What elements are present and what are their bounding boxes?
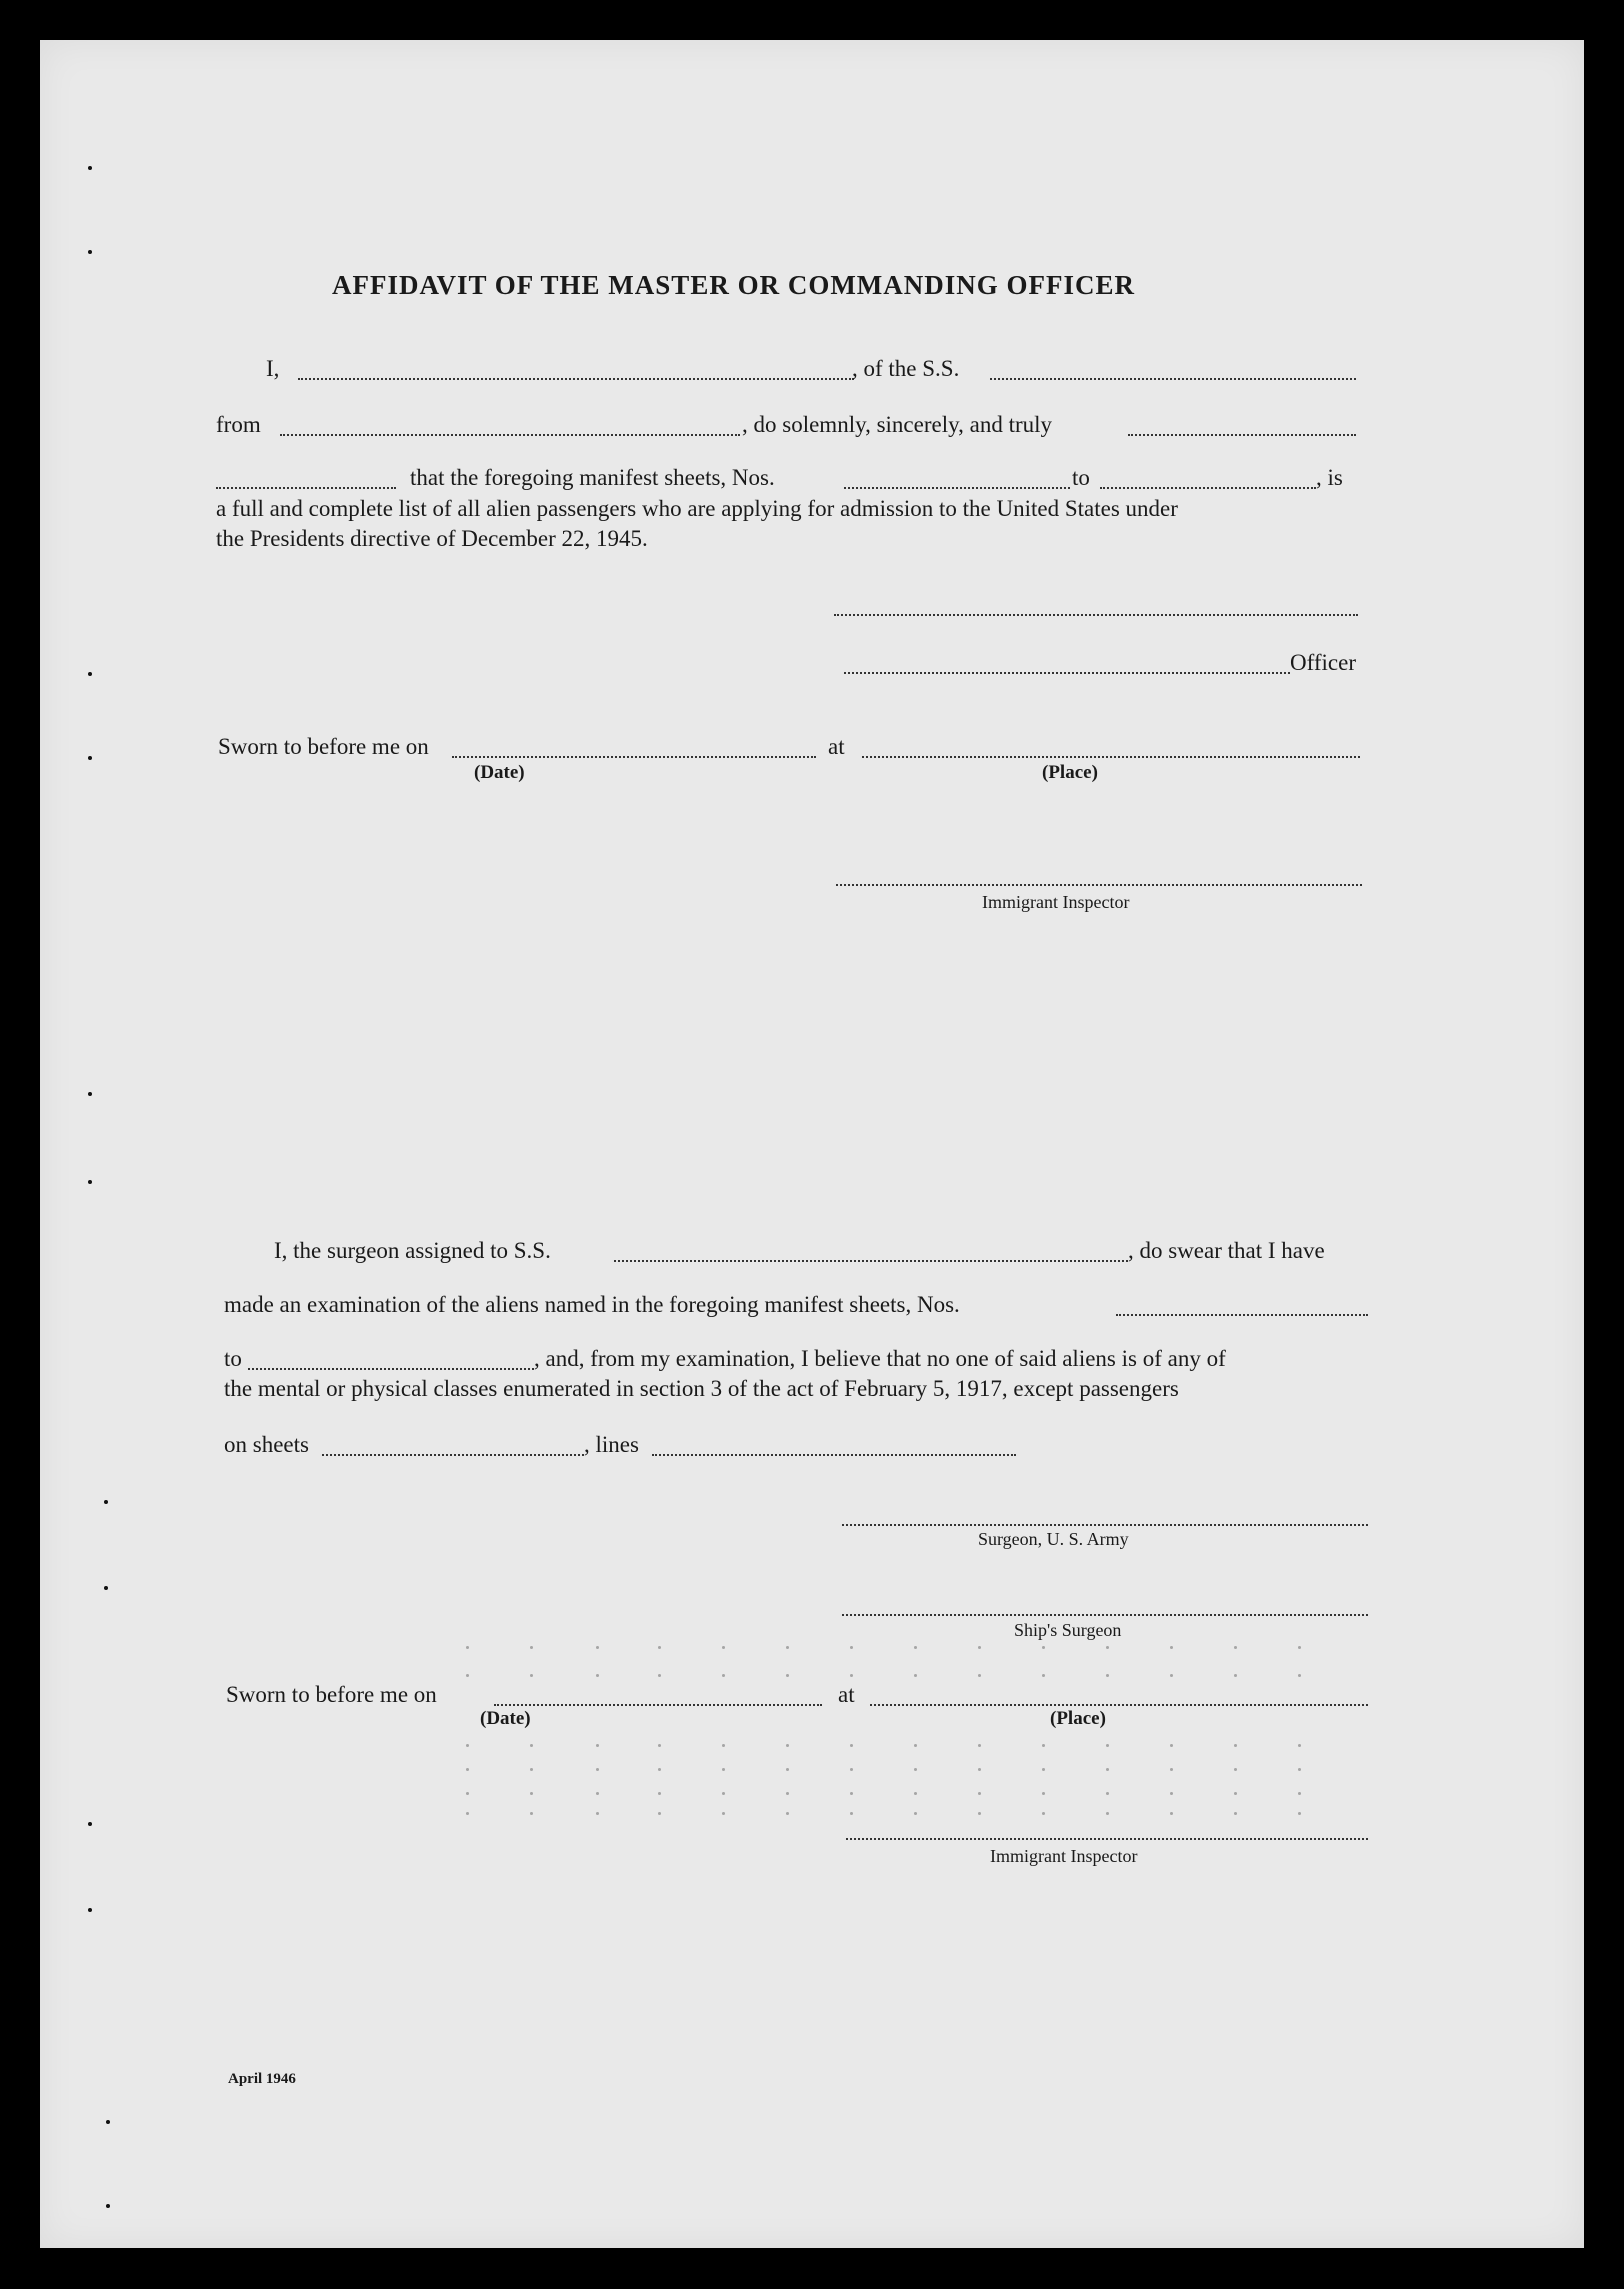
- port-blank[interactable]: [280, 434, 740, 436]
- bleed-dot: [1170, 1812, 1173, 1815]
- inspector1-caption: Immigrant Inspector: [982, 892, 1130, 912]
- officer-signature-line-2[interactable]: [844, 672, 1290, 674]
- bleed-dot: [1298, 1792, 1301, 1795]
- bleed-dot: [722, 1646, 725, 1649]
- sworn2-at: at: [838, 1682, 855, 1707]
- bleed-dot: [1106, 1812, 1109, 1815]
- form-date-footer: April 1946: [228, 2071, 296, 2087]
- scan-speck: [88, 1180, 92, 1184]
- ship-name-blank[interactable]: [990, 378, 1356, 380]
- surgeon-line3-start: to: [224, 1346, 242, 1371]
- scan-speck: [104, 1500, 108, 1504]
- bleed-dot: [1298, 1812, 1301, 1815]
- sheets-from-blank[interactable]: [844, 487, 1070, 489]
- master-line3-mid: that the foregoing manifest sheets, Nos.: [410, 465, 775, 490]
- bleed-dot: [914, 1674, 917, 1677]
- bleed-dot: [850, 1812, 853, 1815]
- surgeon-line1-end: , do swear that I have: [1128, 1238, 1325, 1263]
- bleed-dot: [596, 1674, 599, 1677]
- surgeon-line2: made an examination of the aliens named in the foregoing manifest sheets, Nos.: [224, 1292, 960, 1317]
- sworn1-place-caption: (Place): [1042, 762, 1098, 783]
- bleed-dot: [1298, 1674, 1301, 1677]
- bleed-dot: [722, 1792, 725, 1795]
- sworn1-place-blank[interactable]: [862, 756, 1360, 758]
- oath-continue-blank[interactable]: [216, 487, 396, 489]
- bleed-dot: [786, 1646, 789, 1649]
- sworn2-date-caption: (Date): [480, 1708, 531, 1729]
- bleed-dot: [850, 1768, 853, 1771]
- scan-speck: [88, 166, 92, 170]
- bleed-dot: [466, 1812, 469, 1815]
- bleed-dot: [978, 1768, 981, 1771]
- scan-speck: [106, 2120, 110, 2124]
- surgeon-line5-start: on sheets: [224, 1432, 309, 1457]
- bleed-dot: [530, 1768, 533, 1771]
- bleed-dot: [1234, 1744, 1237, 1747]
- surgeon-sheets-from-blank[interactable]: [1116, 1314, 1368, 1316]
- surgeon-line3-end: , and, from my examination, I believe that no one of said aliens is of any of: [534, 1346, 1226, 1371]
- sworn2-date-blank[interactable]: [494, 1704, 822, 1706]
- bleed-dot: [596, 1646, 599, 1649]
- bleed-dot: [1042, 1768, 1045, 1771]
- scan-speck: [88, 672, 92, 676]
- bleed-dot: [530, 1646, 533, 1649]
- bleed-dot: [596, 1744, 599, 1747]
- bleed-dot: [914, 1744, 917, 1747]
- bleed-dot: [658, 1812, 661, 1815]
- master-line3-end: , is: [1316, 465, 1343, 490]
- inspector2-caption: Immigrant Inspector: [990, 1846, 1138, 1866]
- bleed-dot: [596, 1812, 599, 1815]
- bleed-dot: [978, 1744, 981, 1747]
- scan-speck: [88, 1822, 92, 1826]
- army-surgeon-signature-line[interactable]: [842, 1524, 1368, 1526]
- master-name-blank[interactable]: [298, 378, 854, 380]
- bleed-dot: [850, 1744, 853, 1747]
- bleed-dot: [978, 1812, 981, 1815]
- scan-speck: [88, 250, 92, 254]
- sworn2-place-caption: (Place): [1050, 1708, 1106, 1729]
- bleed-dot: [722, 1744, 725, 1747]
- bleed-dot: [1170, 1674, 1173, 1677]
- bleed-dot: [786, 1674, 789, 1677]
- surgeon-line1-start: I, the surgeon assigned to S.S.: [274, 1238, 551, 1263]
- sworn1-at: at: [828, 734, 845, 759]
- scan-speck: [88, 756, 92, 760]
- bleed-dot: [530, 1812, 533, 1815]
- bleed-dot: [1042, 1792, 1045, 1795]
- bleed-dot: [1042, 1674, 1045, 1677]
- bleed-dot: [1234, 1812, 1237, 1815]
- master-line3-to: to: [1072, 465, 1090, 490]
- bleed-dot: [722, 1768, 725, 1771]
- sworn1-date-caption: (Date): [474, 762, 525, 783]
- bleed-dot: [914, 1812, 917, 1815]
- inspector2-signature-line[interactable]: [846, 1838, 1368, 1840]
- bleed-dot: [1234, 1646, 1237, 1649]
- bleed-dot: [1234, 1674, 1237, 1677]
- bleed-dot: [530, 1674, 533, 1677]
- form-title: AFFIDAVIT OF THE MASTER OR COMMANDING OFFICER: [332, 270, 1136, 300]
- bleed-dot: [658, 1646, 661, 1649]
- sworn1-start: Sworn to before me on: [218, 734, 429, 759]
- bleed-dot: [1106, 1744, 1109, 1747]
- master-line5: the Presidents directive of December 22, 1945.: [216, 526, 648, 551]
- master-line4: a full and complete list of all alien passengers who are applying for admission to the United States under: [216, 496, 1178, 521]
- bleed-dot: [466, 1646, 469, 1649]
- bleed-dot: [466, 1792, 469, 1795]
- officer-signature-line-1[interactable]: [834, 614, 1358, 616]
- bleed-dot: [722, 1812, 725, 1815]
- army-surgeon-caption: Surgeon, U. S. Army: [978, 1529, 1129, 1549]
- bleed-dot: [1170, 1646, 1173, 1649]
- surgeon-ship-blank[interactable]: [614, 1260, 1128, 1262]
- bleed-dot: [1170, 1744, 1173, 1747]
- bleed-dot: [1170, 1792, 1173, 1795]
- bleed-dot: [914, 1768, 917, 1771]
- sworn2-place-blank[interactable]: [870, 1704, 1368, 1706]
- surgeon-sheets-to-blank[interactable]: [248, 1368, 534, 1370]
- inspector1-signature-line[interactable]: [836, 884, 1362, 886]
- bleed-dot: [1298, 1768, 1301, 1771]
- bleed-dot: [914, 1792, 917, 1795]
- bleed-dot: [978, 1674, 981, 1677]
- bleed-dot: [1234, 1792, 1237, 1795]
- scan-speck: [104, 1586, 108, 1590]
- bleed-dot: [786, 1792, 789, 1795]
- bleed-dot: [1042, 1744, 1045, 1747]
- bleed-dot: [1234, 1768, 1237, 1771]
- bleed-dot: [1106, 1768, 1109, 1771]
- bleed-dot: [658, 1674, 661, 1677]
- bleed-dot: [722, 1674, 725, 1677]
- bleed-dot: [1298, 1744, 1301, 1747]
- bleed-dot: [786, 1744, 789, 1747]
- bleed-dot: [658, 1792, 661, 1795]
- surgeon-line5-mid: , lines: [584, 1432, 639, 1457]
- bleed-dot: [978, 1792, 981, 1795]
- sworn2-start: Sworn to before me on: [226, 1682, 437, 1707]
- bleed-dot: [914, 1646, 917, 1649]
- bleed-dot: [1298, 1646, 1301, 1649]
- bleed-dot: [850, 1792, 853, 1795]
- bleed-dot: [1106, 1646, 1109, 1649]
- scan-speck: [88, 1092, 92, 1096]
- scan-speck: [88, 1908, 92, 1912]
- bleed-dot: [1106, 1792, 1109, 1795]
- master-line1-mid: , of the S.S.: [852, 356, 960, 381]
- bleed-dot: [466, 1674, 469, 1677]
- ship-surgeon-caption: Ship's Surgeon: [1014, 1620, 1122, 1640]
- sworn1-date-blank[interactable]: [452, 756, 816, 758]
- master-line2-mid: , do solemnly, sincerely, and truly: [742, 412, 1053, 437]
- surgeon-line4: the mental or physical classes enumerated in section 3 of the act of February 5, 1917, except passengers: [224, 1376, 1179, 1401]
- bleed-dot: [466, 1768, 469, 1771]
- bleed-dot: [1170, 1768, 1173, 1771]
- bleed-dot: [466, 1744, 469, 1747]
- bleed-dot: [596, 1792, 599, 1795]
- bleed-dot: [1106, 1674, 1109, 1677]
- bleed-dot: [658, 1768, 661, 1771]
- officer-label: Officer: [1290, 650, 1356, 675]
- master-line2-start: from: [216, 412, 261, 437]
- bleed-dot: [786, 1812, 789, 1815]
- ship-surgeon-signature-line[interactable]: [842, 1614, 1368, 1616]
- scan-speck: [106, 2204, 110, 2208]
- master-line1-start: I,: [266, 356, 280, 381]
- bleed-dot: [850, 1674, 853, 1677]
- exception-lines-blank[interactable]: [652, 1454, 1016, 1456]
- exception-sheets-blank[interactable]: [322, 1454, 584, 1456]
- bleed-dot: [530, 1792, 533, 1795]
- sheets-to-blank[interactable]: [1100, 487, 1316, 489]
- bleed-dot: [530, 1744, 533, 1747]
- bleed-dot: [658, 1744, 661, 1747]
- bleed-dot: [1042, 1812, 1045, 1815]
- bleed-dot: [786, 1768, 789, 1771]
- bleed-dot: [850, 1646, 853, 1649]
- oath-word-blank[interactable]: [1128, 434, 1356, 436]
- bleed-dot: [1042, 1646, 1045, 1649]
- bleed-dot: [978, 1646, 981, 1649]
- bleed-dot: [596, 1768, 599, 1771]
